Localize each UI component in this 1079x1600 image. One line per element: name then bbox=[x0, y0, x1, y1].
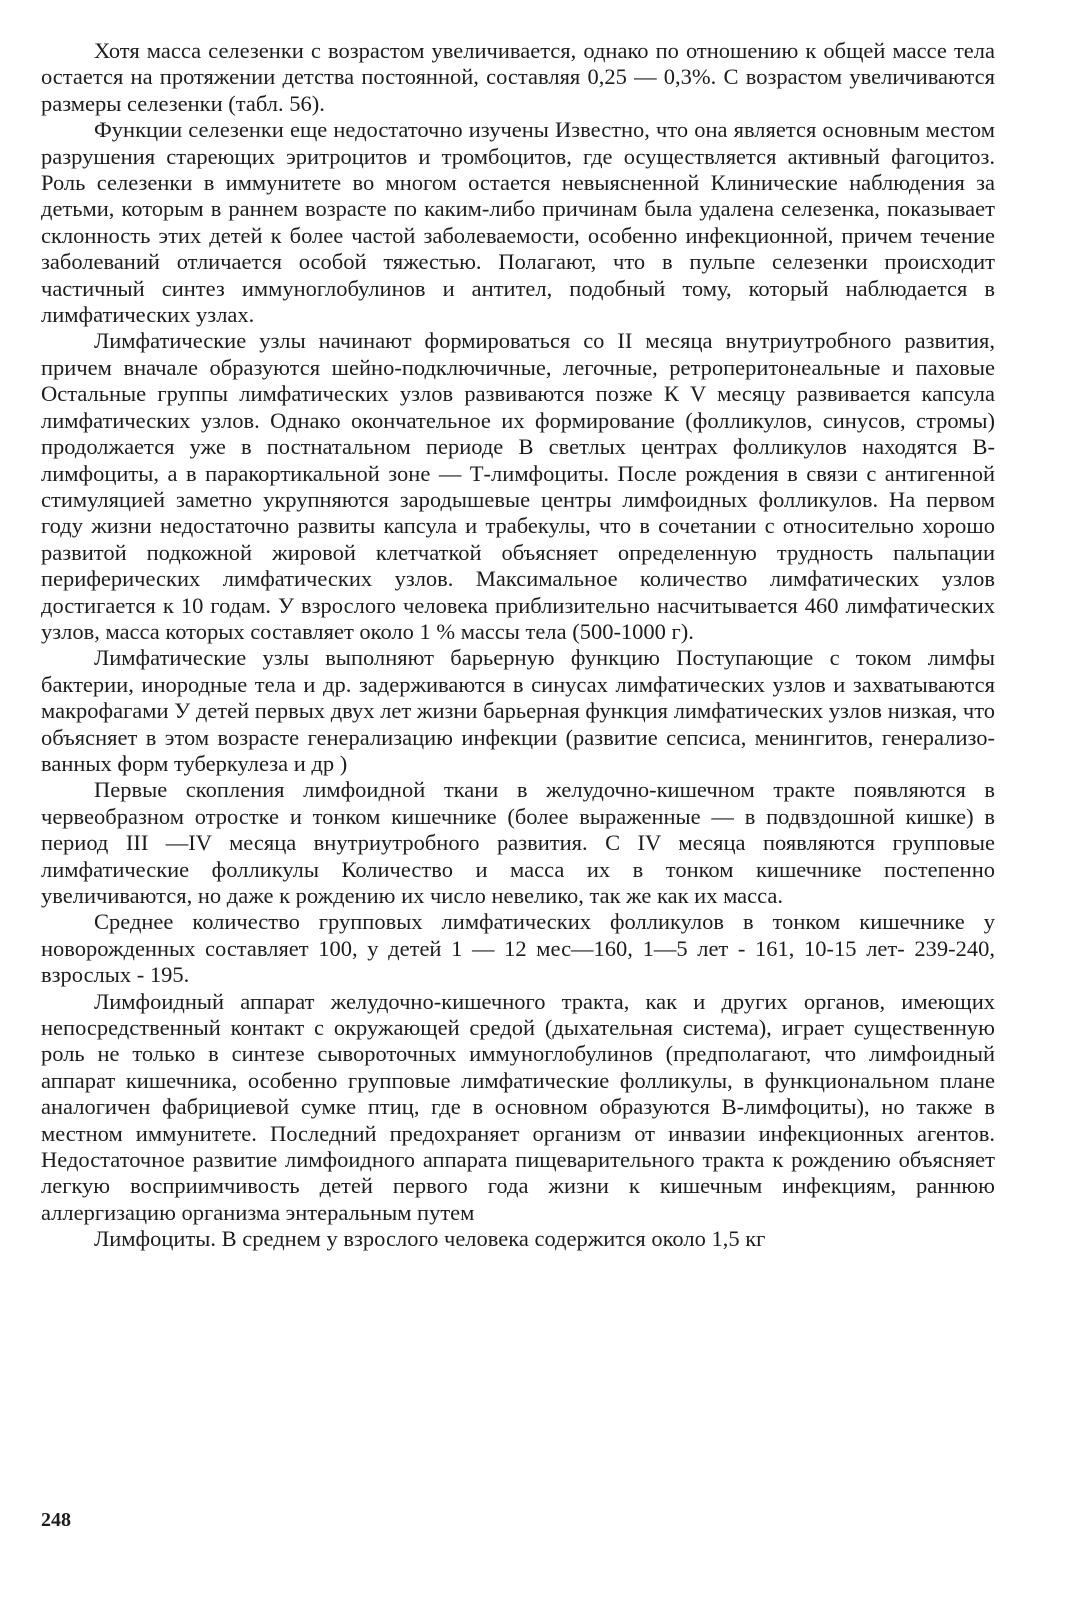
paragraph-spleen-functions: Функции селезенки еще недостаточно изучены Известно, что она является основным местом разрушения стареющих эритроцитов и тромбоцитов, где осуществляется активный фагоцитоз. Роль селезенки в иммунитете во многом остается невыясненной Клинические наблюдения за детьми, которым в раннем возрасте по каким-либо причинам была удалена селезенка, показывает склонность этих детей к более частой заболеваемости, особенно инфекционной, причем течение заболеваний отличается особой тяжестью. Полагают, что в пульпе селезенки происходит частичный синтез иммуноглобулинов и антител, подобный тому, который наблюдается в лимфатических узлах. bbox=[41, 117, 995, 328]
paragraph-gut-lymphoid-apparatus: Лимфоидный аппарат желудочно-кишечного тракта, как и других органов, имеющих непосредственный контакт с окружающей средой (дыхательная система), играет существенную роль не только в синтезе сывороточных иммуноглобулинов (предполагают, что лимфоидный аппарат кишечника, особенно групповые лимфатические фолликулы, в функциональном плане аналогичен фабрициевой сумке птиц, где в основном образуются В-лимфоциты), но также в местном иммунитете. Последний предохраняет организм от инвазии инфекционных агентов. Недостаточное развитие лимфоидного аппарата пищеварительного тракта к рождению объясняет легкую восприимчивость детей первого года жизни к кишечным инфекциям, раннюю аллергизацию организма энтеральным путем bbox=[41, 988, 995, 1225]
paragraph-lymphocytes: Лимфоциты. В среднем у взрослого человека содержится около 1,5 кг bbox=[94, 1226, 766, 1252]
paragraph-gut-lymphoid-tissue: Первые скопления лимфоидной ткани в желудочно-кишечном тракте появляются в червеобразном отростке и тонком кишечнике (более выраженные — в подвздошной кишке) в период III —IV месяца внутриутробного развития. С IV месяца появляются групповые лимфатические фолликулы Количество и масса их в тонком кишечнике постепенно увеличиваются, но даже к рождению их число невелико, так же как их масса. bbox=[41, 777, 995, 908]
paragraph-lymph-nodes-barrier: Лимфатические узлы выполняют барьерную функцию Поступающие с током лимфы бактерии, инородные тела и др. задерживаются в синусах лимфатических узлов и захватываются макрофагами У детей первых двух лет жизни барьерная функция лимфатических узлов низкая, что объясняет в этом возрасте генерализацию инфекции (развитие сепсиса, менингитов, генерализованных форм туберкулеза и др ) bbox=[41, 645, 995, 776]
paragraph-follicle-counts: Среднее количество групповых лимфатических фолликулов в тонком кишечнике у новорожденных составляет 100, у детей 1 — 12 мес—160, 1—5 лет - 161, 10-15 лет- 239-240, взрослых - 195. bbox=[41, 909, 995, 988]
page-number: 248 bbox=[41, 1509, 71, 1531]
document-page bbox=[41, 38, 995, 1253]
paragraph-lymph-nodes-development: Лимфатические узлы начинают формироваться со II месяца внутриутробного развития, причем вначале образуются шейно-подключичные, легочные, ретроперитонеальные и паховые Остальные группы лимфатических узлов развиваются позже К V месяцу развивается капсула лимфатических узлов. Однако окончательное их формирование (фолликулов, синусов, стромы) продолжается уже в постнатальном периоде В светлых центрах фолликулов находятся В-лимфоциты, а в паракортикальной зоне — Т-лимфоциты. После рождения в связи с антигенной стимуляцией заметно укрупняются зародышевые центры лимфоидных фолликулов. На первом году жизни недостаточно развиты капсула и трабекулы, что в сочетании с относительно хорошо развитой подкожной жировой клетчаткой объясняет определенную трудность пальпации периферических лимфатических узлов. Максимальное количество лимфатических узлов достигается к 10 годам. У взрослого человека приблизительно насчитывается 460 лимфатических узлов, масса которых составляет около 1 % массы тела (500-1000 г). bbox=[41, 328, 995, 644]
paragraph-spleen-mass: Хотя масса селезенки с возрастом увеличивается, однако по отношению к общей массе тела остается на протяжении детства постоянной, составляя 0,25 — 0,3%. С возрастом увеличиваются размеры селезенки (табл. 56). bbox=[41, 38, 995, 116]
